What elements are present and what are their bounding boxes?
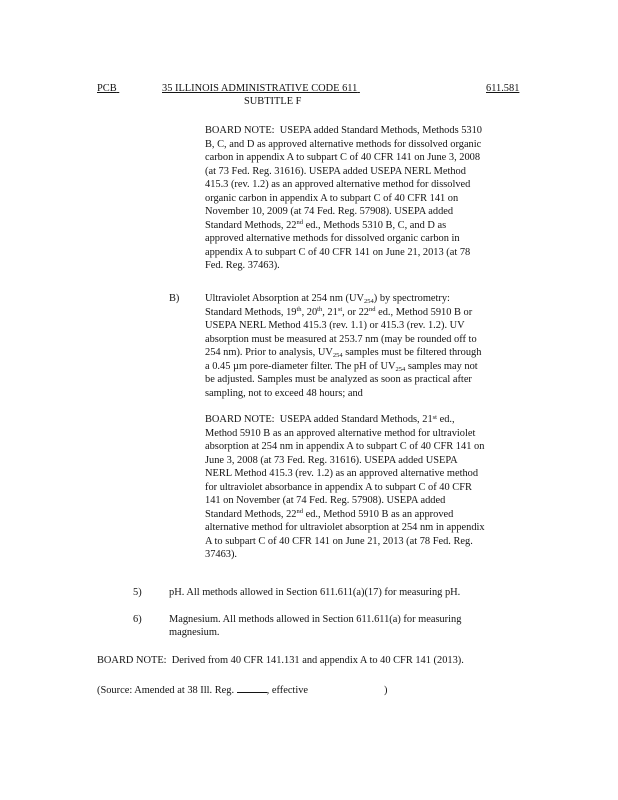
header-right-text: 611.581 <box>486 83 520 94</box>
header-center <box>162 84 439 94</box>
item-5-text: pH. All methods allowed in Section 611.611(a)(17) for measuring pH. <box>169 587 461 598</box>
item-6-marker: 6) <box>133 614 142 625</box>
board-note-1-label: BOARD NOTE: <box>205 125 275 136</box>
source-line: (Source: Amended at 38 Ill. Reg. , effective ) <box>97 685 388 696</box>
board-note-1-line-4: (at 73 Fed. Reg. 31616). USEPA added USEPA NERL Method <box>205 165 466 177</box>
header-rule-2 <box>357 84 439 94</box>
board-note-1-line-5: 415.3 (rev. 1.2) as an approved alternative method for dissolved <box>205 179 471 190</box>
header-center-line1: 35 ILLINOIS ADMINISTRATIVE CODE 611 <box>162 83 358 94</box>
item-5-marker: 5) <box>133 587 142 598</box>
source-reg-blank <box>237 684 267 693</box>
board-note-2-line-10: A to subpart C of 40 CFR 141 on June 21, 2013 (at 78 Fed. Reg. <box>205 535 473 547</box>
board-note-1-line-3: carbon in appendix A to subpart C of 40 CFR 141 on June 3, 2008 <box>205 152 481 163</box>
board-note-2-label: BOARD NOTE: <box>205 414 275 425</box>
board-note-2-line-9: alternative method for ultraviolet absorption at 254 nm in appendix <box>205 522 485 533</box>
board-note-1-line-7: November 10, 2009 (at 74 Fed. Reg. 57908). USEPA added <box>205 206 454 217</box>
board-note-2-line-2: Method 5910 B as an approved alternative method for ultraviolet <box>205 427 476 439</box>
item-b-line-1: Ultraviolet Absorption at 254 nm $(UV_{254})$ by spectrometry: <box>205 293 450 305</box>
board-note-2-line-8: Standard Methods, 22nd ed., Method 5910 B as an approved <box>205 508 454 520</box>
item-b-line-6: a 0.45 µm pore-diameter filter. The pH of $UV_{254}$ samples may not <box>205 360 478 373</box>
board-note-1-line-1: BOARD NOTE: USEPA added Standard Methods, Methods 5310 <box>205 125 482 136</box>
item-b-marker: B) <box>169 293 180 304</box>
board-note-3 <box>97 656 464 666</box>
board-note-2-line-3: absorption at 254 nm in appendix A to subpart C of 40 CFR 141 on <box>205 441 485 452</box>
board-note-2-line-5: NERL Method 415.3 (rev. 1.2) as an approved alternative method <box>205 468 479 479</box>
item-b-line-5: 254 nm). Prior to analysis, $UV_{254}$ samples must be filtered through <box>205 347 482 359</box>
board-note-2-line-7: 141 on November (at 74 Fed. Reg. 57908). USEPA added <box>205 495 446 506</box>
board-note-1-line-10: appendix A to subpart C of 40 CFR 141 on June 21, 2013 (at 78 <box>205 246 471 258</box>
board-note-1-line-6: organic carbon in appendix A to subpart C of 40 CFR 141 on <box>205 192 459 204</box>
header-left-text: PCB <box>97 83 117 94</box>
board-note-1-line-11: Fed. Reg. 37463). <box>205 260 280 271</box>
board-note-2-line-1: BOARD NOTE: USEPA added Standard Methods, 21st ed., <box>205 413 455 425</box>
header-right <box>486 84 519 94</box>
board-note-2-line-11: 37463). <box>205 549 238 560</box>
board-note-3-label: BOARD NOTE: <box>97 655 167 666</box>
board-note-2-line-6: for ultraviolet absorbance in appendix A to subpart C of 40 CFR <box>205 481 472 493</box>
item-6-line-2: magnesium. <box>169 627 220 638</box>
board-note-1-line-9: approved alternative methods for dissolved organic carbon in <box>205 233 460 244</box>
board-note-1-line-2: B, C, and D as approved alternative methods for dissolved organic <box>205 138 482 150</box>
item-b-line-7: be adjusted. Samples must be analyzed as soon as practical after <box>205 374 472 385</box>
item-6-line-1: Magnesium. All methods allowed in Section 611.611(a) for measuring <box>169 614 462 625</box>
board-note-3-text: Derived from 40 CFR 141.131 and appendix A to 40 CFR 141 (2013). <box>171 655 464 666</box>
item-b-line-4: absorption must be measured at 253.7 nm (may be rounded off to <box>205 333 477 345</box>
header-subtitle: SUBTITLE F <box>244 96 302 107</box>
item-b-line-3: USEPA NERL Method 415.3 (rev. 1.1) or 415.3 (rev. 1.2). UV <box>205 320 465 331</box>
item-b-line-8: sampling, not to exceed 48 hours; and <box>205 387 363 399</box>
board-note-1-line-8: Standard Methods, 22nd ed., Methods 5310 B, C, and D as <box>205 219 447 231</box>
item-b-line-2: Standard Methods, 19th, 20th, 21st, or 22nd ed., Method 5910 B or <box>205 306 473 318</box>
board-note-2-line-4: June 3, 2008 (at 73 Fed. Reg. 31616). USEPA added USEPA <box>205 454 458 466</box>
